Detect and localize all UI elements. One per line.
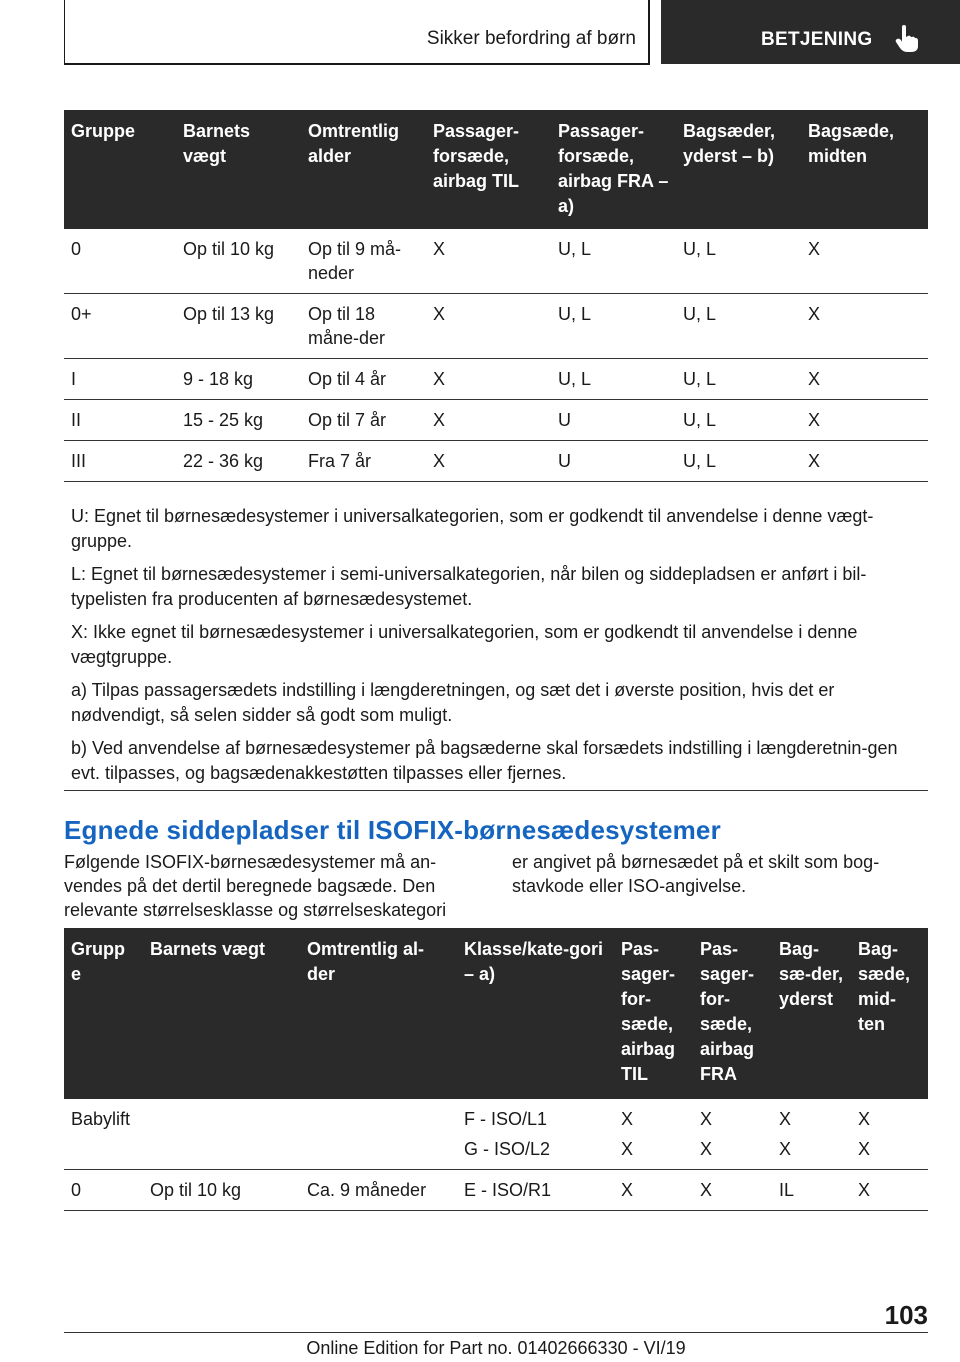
table-cell: I	[64, 359, 176, 400]
note-a: a) Tilpas passagersædets indstilling i længderetningen, og sæt det i øverste position, hvis det er nødvendigt, så selen sidder så godt som muligt.	[71, 680, 835, 725]
table-cell	[64, 1135, 143, 1170]
table-cell: 15 - 25 kg	[176, 400, 301, 441]
table-cell: Ca. 9 måneder	[300, 1170, 457, 1211]
table-cell: Fra 7 år	[301, 441, 426, 482]
table-row	[64, 1099, 928, 1135]
table-cell: X	[801, 359, 928, 400]
footer-divider	[64, 1332, 928, 1333]
table-cell: X	[801, 229, 928, 294]
table-cell: II	[64, 400, 176, 441]
table-cell: U, L	[676, 229, 801, 294]
table-cell: III	[64, 441, 176, 482]
table-row	[64, 441, 928, 482]
table-cell: X	[801, 400, 928, 441]
table-header-cell: Barnets vægt	[143, 928, 300, 1099]
table-cell: X	[700, 1109, 713, 1129]
table-header-cell: Omtrentlig al-der	[300, 928, 457, 1099]
table-cell: U, L	[676, 359, 801, 400]
table-header-cell: Bagsæde, midten	[801, 110, 928, 229]
table-cell: X	[426, 294, 551, 359]
table-header-row	[64, 110, 928, 229]
paragraph-left: Følgende ISOFIX-børnesædesystemer må an-vendes på det dertil beregnede bagsæde. Den relevante størrelsesklasse og størrelseskategori	[64, 852, 447, 920]
table-header-row	[64, 928, 928, 1099]
table-cell: U, L	[676, 294, 801, 359]
hand-pointer-icon	[893, 24, 921, 54]
table-cell: Babylift	[71, 1109, 131, 1129]
table-row	[64, 294, 928, 359]
table-cell	[300, 1099, 457, 1135]
table-cell: U, L	[551, 294, 676, 359]
table-cell: X	[779, 1109, 792, 1129]
table-cell: X	[621, 1109, 634, 1129]
table-row	[64, 229, 928, 294]
table-cell: U	[551, 400, 676, 441]
table-header-cell: Bagsæder, yderst – b)	[676, 110, 801, 229]
header-chapter-tab[interactable]	[661, 0, 960, 64]
table-cell: Op til 10 kg	[176, 229, 301, 294]
table-header-cell: Pas-sager-for-sæde, airbag FRA	[693, 928, 772, 1099]
table-cell	[143, 1135, 300, 1170]
table-header-cell: Barnets vægt	[176, 110, 301, 229]
table-row	[64, 1135, 928, 1170]
table-cell: X	[693, 1135, 772, 1170]
header-section-title: Sikker befordring af børn	[426, 28, 636, 49]
page-number: 103	[884, 1300, 928, 1330]
notes-divider	[64, 790, 928, 791]
table-row	[64, 400, 928, 441]
table-cell: X	[614, 1170, 693, 1211]
table-cell: 22 - 36 kg	[176, 441, 301, 482]
note-x: X: Ikke egnet til børnesædesystemer i universalkategorien, som er godkendt til anvendelse i denne vægtgruppe.	[71, 622, 858, 667]
table-cell: F - ISO/L1	[464, 1109, 548, 1129]
table-cell: U, L	[551, 229, 676, 294]
header-border-bottom	[64, 63, 650, 65]
table-header-cell: Klasse/kate-gori – a)	[457, 928, 614, 1099]
header-divider	[648, 0, 650, 64]
table-header-cell: Bag-sæde, mid-ten	[851, 928, 928, 1099]
table-cell: X	[426, 400, 551, 441]
table-cell: X	[801, 294, 928, 359]
table-header-cell: Omtrentlig alder	[301, 110, 426, 229]
footer-edition: Online Edition for Part no. 01402666330 - VI/19	[306, 1338, 686, 1358]
table-cell: 0	[64, 1170, 143, 1211]
table-cell: G - ISO/L2	[457, 1135, 614, 1170]
table-cell: Op til 13 kg	[176, 294, 301, 359]
child-seat-table	[64, 110, 928, 482]
table-cell: E - ISO/R1	[457, 1170, 614, 1211]
table-cell: X	[772, 1135, 851, 1170]
table-cell: Op til 18 måne-der	[301, 294, 426, 359]
table-row	[64, 1170, 928, 1211]
table-cell	[143, 1099, 300, 1135]
table-cell: X	[426, 441, 551, 482]
table-notes	[64, 498, 928, 788]
isofix-table	[64, 928, 928, 1211]
table-header-cell: Grupp e	[64, 928, 143, 1099]
table-cell: IL	[772, 1170, 851, 1211]
table-header-cell: Passager-forsæde, airbag TIL	[426, 110, 551, 229]
table-cell: U, L	[676, 400, 801, 441]
table-header-cell: Bag-sæ-der, yderst	[772, 928, 851, 1099]
table-cell: X	[851, 1170, 928, 1211]
table-cell: 0+	[64, 294, 176, 359]
table-cell	[300, 1135, 457, 1170]
note-u: U: Egnet til børnesædesystemer i universalkategorien, som er godkendt til anvendelse i denne vægt-gruppe.	[71, 506, 874, 551]
table-cell: Op til 7 år	[301, 400, 426, 441]
table-cell: Op til 10 kg	[143, 1170, 300, 1211]
table-cell: 9 - 18 kg	[176, 359, 301, 400]
table-cell: U, L	[676, 441, 801, 482]
table-cell: Op til 9 må-neder	[301, 229, 426, 294]
header-chapter-label: BETJENING	[761, 29, 873, 50]
section-heading: Egnede siddepladser til ISOFIX-børnesædesystemer	[64, 815, 721, 845]
table-cell: U	[551, 441, 676, 482]
table-cell: X	[801, 441, 928, 482]
table-row	[64, 359, 928, 400]
table-cell: X	[693, 1170, 772, 1211]
note-b: b) Ved anvendelse af børnesædesystemer på bagsæderne skal forsædets indstilling i længderetnin-gen evt. tilpasses, og bagsædenakkestøtten tilpasses eller fjernes.	[71, 738, 898, 783]
table-cell: X	[858, 1109, 871, 1129]
table-cell: U, L	[551, 359, 676, 400]
note-l: L: Egnet til børnesædesystemer i semi-universalkategorien, når bilen og siddepladsen er anført i bil-typelisten fra producenten af børnesædesystemet.	[71, 564, 867, 609]
table-cell: X	[426, 229, 551, 294]
table-header-cell: Gruppe	[64, 110, 176, 229]
table-cell: X	[851, 1135, 928, 1170]
table-cell: X	[614, 1135, 693, 1170]
table-cell: X	[426, 359, 551, 400]
paragraph-right: er angivet på børnesædet på et skilt som bog-stavkode eller ISO-angivelse.	[512, 852, 880, 896]
table-cell: 0	[64, 229, 176, 294]
table-header-cell: Passager-forsæde, airbag FRA – a)	[551, 110, 676, 229]
table-cell: Op til 4 år	[301, 359, 426, 400]
table-header-cell: Pas-sager-for-sæde, airbag TIL	[614, 928, 693, 1099]
